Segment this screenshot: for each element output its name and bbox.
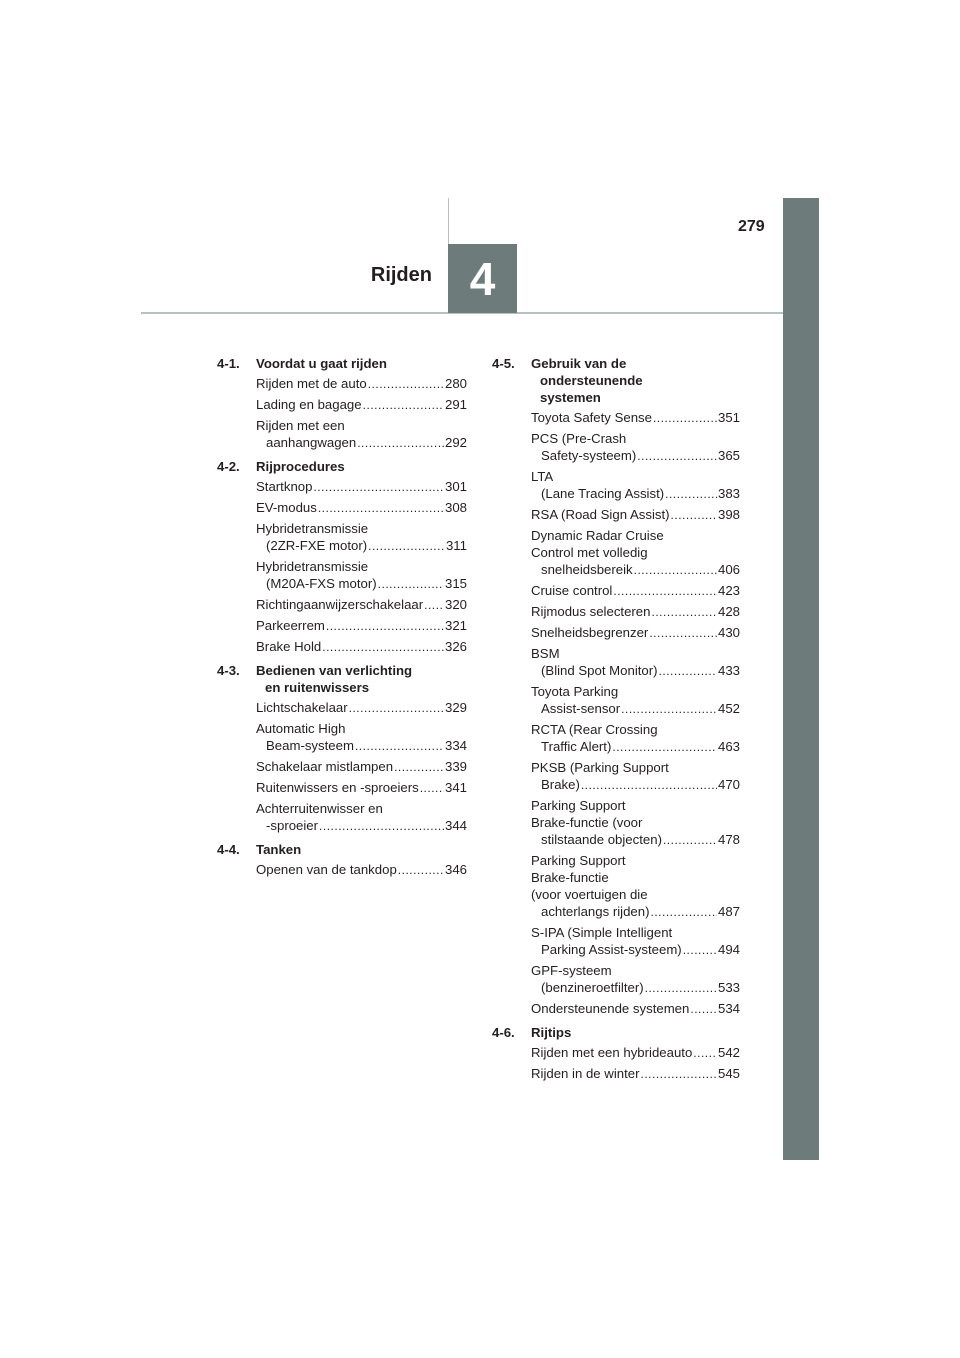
toc-entry-line: Brake-functie (voor [531, 815, 643, 830]
section-title [256, 458, 467, 475]
dot-leader [690, 1001, 717, 1018]
toc-entry[interactable] [217, 699, 467, 717]
toc-entry[interactable] [217, 375, 467, 393]
dot-leader [326, 618, 444, 635]
toc-entry-main [531, 447, 740, 465]
dot-leader [322, 639, 444, 656]
dot-leader [634, 562, 717, 579]
section-title [531, 355, 740, 406]
toc-entry-main [256, 699, 467, 717]
toc-right-column [492, 355, 740, 1086]
toc-entry-page: 326 [444, 639, 467, 654]
toc-entry-page: 494 [717, 942, 740, 957]
toc-entry-main [256, 861, 467, 879]
toc-entry[interactable] [492, 506, 740, 524]
dot-leader [363, 397, 444, 414]
toc-entry-label: (2ZR-FXE motor) [266, 538, 368, 553]
toc-entry-main [256, 737, 467, 755]
dot-leader [368, 538, 445, 555]
section-title-line: Voordat u gaat rijden [256, 356, 387, 371]
toc-entry-label: aanhangwagen [266, 435, 357, 450]
toc-entry-page: 308 [444, 500, 467, 515]
toc-entry-label: Parking Assist-systeem) [541, 942, 682, 957]
dot-leader [621, 701, 717, 718]
toc-entry-page: 534 [717, 1001, 740, 1016]
dot-leader [394, 759, 444, 776]
toc-entry-page: 301 [444, 479, 467, 494]
toc-entry[interactable] [217, 758, 467, 776]
toc-entry[interactable] [492, 1044, 740, 1062]
toc-entry-main [256, 499, 467, 517]
section-title [256, 662, 467, 696]
toc-entry-label: Safety-systeem) [541, 448, 637, 463]
toc-entry[interactable] [217, 861, 467, 879]
toc-entry[interactable] [217, 800, 467, 835]
dot-leader [424, 597, 444, 614]
section-title-line: Rijtips [531, 1025, 572, 1040]
section-title-line: systemen [540, 390, 601, 405]
toc-entry-main [531, 1000, 740, 1018]
toc-entry-page: 291 [444, 397, 467, 412]
section-title-line: Tanken [256, 842, 302, 857]
toc-entry[interactable] [217, 638, 467, 656]
dot-leader [653, 410, 717, 427]
toc-entry[interactable] [492, 924, 740, 959]
toc-entry-page: 430 [717, 625, 740, 640]
toc-entry-page: 339 [444, 759, 467, 774]
dot-leader [398, 862, 444, 879]
toc-entry-line: PKSB (Parking Support [531, 760, 669, 775]
dot-leader [683, 942, 717, 959]
toc-section-heading [217, 841, 467, 858]
toc-entry-page: 398 [717, 507, 740, 522]
toc-entry-line: Control met volledig [531, 545, 648, 560]
toc-entry[interactable] [492, 962, 740, 997]
toc-entry-page: 533 [717, 980, 740, 995]
dot-leader [641, 1066, 717, 1083]
dot-leader [368, 376, 444, 393]
toc-entry-label: EV-modus [256, 500, 317, 515]
toc-entry-line: Hybridetransmissie [256, 521, 369, 536]
toc-entry[interactable] [492, 430, 740, 465]
toc-entry-page: 329 [444, 700, 467, 715]
toc-entry-line: PCS (Pre-Crash [531, 431, 627, 446]
dot-leader [613, 583, 717, 600]
toc-section-heading [217, 458, 467, 475]
toc-entry-label: (Blind Spot Monitor) [541, 663, 658, 678]
dot-leader [637, 448, 717, 465]
chapter-side-tab [783, 198, 819, 1160]
dot-leader [318, 500, 444, 517]
toc-entry-line: LTA [531, 469, 554, 484]
toc-entry-main [256, 537, 467, 555]
toc-entry-line: RCTA (Rear Crossing [531, 722, 658, 737]
toc-entry[interactable] [492, 527, 740, 579]
toc-entry[interactable] [492, 721, 740, 756]
toc-entry-label: Rijden in de winter [531, 1066, 640, 1081]
dot-leader [581, 777, 717, 794]
toc-entry-label: Snelheidsbegrenzer [531, 625, 649, 640]
section-number: 4-6. [492, 1025, 515, 1040]
toc-entry-line: BSM [531, 646, 560, 661]
toc-entry-label: Brake) [541, 777, 580, 792]
toc-entry[interactable] [217, 779, 467, 797]
toc-entry-page: 478 [717, 832, 740, 847]
toc-entry[interactable] [492, 409, 740, 427]
toc-entry[interactable] [492, 582, 740, 600]
toc-section-heading [492, 355, 740, 406]
toc-entry-page: 423 [717, 583, 740, 598]
toc-entry-label: Rijmodus selecteren [531, 604, 651, 619]
toc-entry-main [256, 396, 467, 414]
toc-entry[interactable] [217, 617, 467, 635]
toc-entry-main [256, 575, 467, 593]
section-title-line: Gebruik van de [531, 356, 627, 371]
toc-entry-label: Rijden met de auto [256, 376, 367, 391]
toc-entry-main [531, 624, 740, 642]
section-title [256, 841, 467, 858]
toc-entry-line: GPF-systeem [531, 963, 612, 978]
header-vertical-rule [448, 198, 449, 244]
toc-entry-label: RSA (Road Sign Assist) [531, 507, 670, 522]
toc-entry-main [256, 434, 467, 452]
toc-entry-label: Brake Hold [256, 639, 322, 654]
toc-entry-page: 334 [444, 738, 467, 753]
toc-entry-page: 280 [444, 376, 467, 391]
toc-left-column [217, 355, 467, 882]
section-number: 4-3. [217, 663, 240, 678]
toc-entry-page: 341 [444, 780, 467, 795]
toc-entry-page: 344 [444, 818, 467, 833]
toc-entry-line: Parking Support [531, 853, 626, 868]
toc-entry[interactable] [492, 759, 740, 794]
toc-entry[interactable] [217, 720, 467, 755]
dot-leader [671, 507, 717, 524]
toc-entry-label: -sproeier [266, 818, 319, 833]
toc-entry-label: stilstaande objecten) [541, 832, 662, 847]
toc-entry-main [531, 603, 740, 621]
toc-entry-main [256, 758, 467, 776]
toc-entry-page: 351 [717, 410, 740, 425]
toc-entry-line: Achterruitenwisser en [256, 801, 383, 816]
toc-entry-page: 406 [717, 562, 740, 577]
toc-entry-main [531, 979, 740, 997]
toc-entry-main [531, 941, 740, 959]
dot-leader [357, 435, 444, 452]
toc-entry[interactable] [217, 499, 467, 517]
toc-entry-line: Parking Support [531, 798, 626, 813]
section-title-line: Bedienen van verlichting [256, 663, 413, 678]
toc-entry-label: Startknop [256, 479, 313, 494]
toc-entry-main [256, 617, 467, 635]
dot-leader [612, 739, 717, 756]
toc-entry-page: 365 [717, 448, 740, 463]
toc-entry-page: 487 [717, 904, 740, 919]
dot-leader [313, 479, 444, 496]
dot-leader [645, 980, 717, 997]
toc-entry-label: Ondersteunende systemen [531, 1001, 690, 1016]
chapter-title: Rijden [370, 264, 432, 286]
dot-leader [355, 738, 444, 755]
toc-entry-page: 428 [717, 604, 740, 619]
dot-leader [665, 486, 717, 503]
toc-entry-main [531, 776, 740, 794]
toc-entry-label: Toyota Safety Sense [531, 410, 652, 425]
dot-leader [651, 604, 717, 621]
toc-entry-line: Toyota Parking [531, 684, 619, 699]
dot-leader [319, 818, 444, 835]
toc-entry-main [531, 1065, 740, 1083]
toc-entry-label: Lichtschakelaar [256, 700, 348, 715]
toc-entry[interactable] [492, 624, 740, 642]
toc-entry-label: Richtingaanwijzerschakelaar [256, 597, 424, 612]
toc-entry-label: (benzineroetfilter) [541, 980, 644, 995]
toc-entry-main [531, 485, 740, 503]
dot-leader [651, 904, 717, 921]
toc-entry-page: 320 [444, 597, 467, 612]
toc-entry-page: 452 [717, 701, 740, 716]
toc-entry-page: 346 [444, 862, 467, 877]
section-title-line: en ruitenwissers [265, 680, 370, 695]
toc-entry[interactable] [217, 520, 467, 555]
toc-entry-main [531, 506, 740, 524]
toc-entry-label: Lading en bagage [256, 397, 362, 412]
toc-entry[interactable] [492, 468, 740, 503]
toc-entry-line: Rijden met een [256, 418, 345, 433]
toc-entry[interactable] [492, 603, 740, 621]
toc-entry[interactable] [492, 1000, 740, 1018]
toc-entry-main [531, 582, 740, 600]
toc-entry-main [531, 903, 740, 921]
toc-section-heading [217, 662, 467, 696]
section-title [531, 1024, 740, 1041]
toc-entry-label: (Lane Tracing Assist) [541, 486, 665, 501]
dot-leader [378, 576, 444, 593]
toc-entry[interactable] [492, 1065, 740, 1083]
toc-entry-page: 311 [445, 538, 467, 553]
toc-entry[interactable] [217, 558, 467, 593]
section-title-line: Rijprocedures [256, 459, 345, 474]
toc-entry-main [256, 817, 467, 835]
toc-entry-label: snelheidsbereik [541, 562, 633, 577]
toc-entry-main [531, 409, 740, 427]
dot-leader [349, 700, 444, 717]
dot-leader [649, 625, 717, 642]
toc-entry[interactable] [492, 645, 740, 680]
toc-entry-line: Dynamic Radar Cruise [531, 528, 664, 543]
toc-entry-page: 383 [717, 486, 740, 501]
toc-entry-label: Openen van de tankdop [256, 862, 397, 877]
toc-entry-line: Brake-functie [531, 870, 609, 885]
toc-entry-page: 433 [717, 663, 740, 678]
section-number: 4-2. [217, 459, 240, 474]
toc-entry-label: Cruise control [531, 583, 613, 598]
toc-entry[interactable] [492, 683, 740, 718]
toc-entry-label: Schakelaar mistlampen [256, 759, 394, 774]
toc-entry-line: Hybridetransmissie [256, 559, 369, 574]
toc-entry-page: 470 [717, 777, 740, 792]
toc-entry-main [531, 1044, 740, 1062]
toc-entry[interactable] [217, 396, 467, 414]
section-number: 4-1. [217, 356, 240, 371]
toc-entry-label: Assist-sensor [541, 701, 621, 716]
toc-entry-main [256, 375, 467, 393]
toc-entry[interactable] [217, 596, 467, 614]
toc-entry-page: 321 [444, 618, 467, 633]
toc-entry-main [256, 478, 467, 496]
toc-entry-line: (voor voertuigen die [531, 887, 648, 902]
toc-section-heading [492, 1024, 740, 1041]
section-number: 4-4. [217, 842, 240, 857]
toc-entry-label: Rijden met een hybrideauto [531, 1045, 693, 1060]
toc-entry-main [531, 700, 740, 718]
toc-entry-page: 315 [444, 576, 467, 591]
toc-entry-page: 463 [717, 739, 740, 754]
toc-entry-page: 292 [444, 435, 467, 450]
toc-entry-main [256, 779, 467, 797]
toc-entry-main [256, 596, 467, 614]
section-title-line: ondersteunende [540, 373, 643, 388]
chapter-number-box: 4 [448, 244, 517, 313]
toc-entry-label: Traffic Alert) [541, 739, 612, 754]
section-number: 4-5. [492, 356, 515, 371]
section-title [256, 355, 467, 372]
toc-entry-label: Beam-systeem [266, 738, 354, 753]
toc-entry[interactable] [492, 852, 740, 921]
dot-leader [659, 663, 717, 680]
toc-entry-main [531, 662, 740, 680]
toc-entry-label: Parkeerrem [256, 618, 325, 633]
toc-entry-main [531, 831, 740, 849]
toc-entry-label: (M20A-FXS motor) [266, 576, 377, 591]
dot-leader [663, 832, 717, 849]
toc-entry-main [531, 738, 740, 756]
page-number: 279 [738, 218, 765, 235]
toc-entry-main [531, 561, 740, 579]
dot-leader [420, 780, 444, 797]
toc-entry-label: Ruitenwissers en -sproeiers [256, 780, 419, 795]
toc-entry-label: achterlangs rijden) [541, 904, 650, 919]
dot-leader [693, 1045, 717, 1062]
toc-entry-page: 545 [717, 1066, 740, 1081]
toc-entry-page: 542 [717, 1045, 740, 1060]
toc-entry[interactable] [217, 478, 467, 496]
toc-section-heading [217, 355, 467, 372]
toc-entry[interactable] [217, 417, 467, 452]
toc-entry-line: Automatic High [256, 721, 346, 736]
toc-entry-line: S-IPA (Simple Intelligent [531, 925, 673, 940]
toc-entry-main [256, 638, 467, 656]
toc-entry[interactable] [492, 797, 740, 849]
